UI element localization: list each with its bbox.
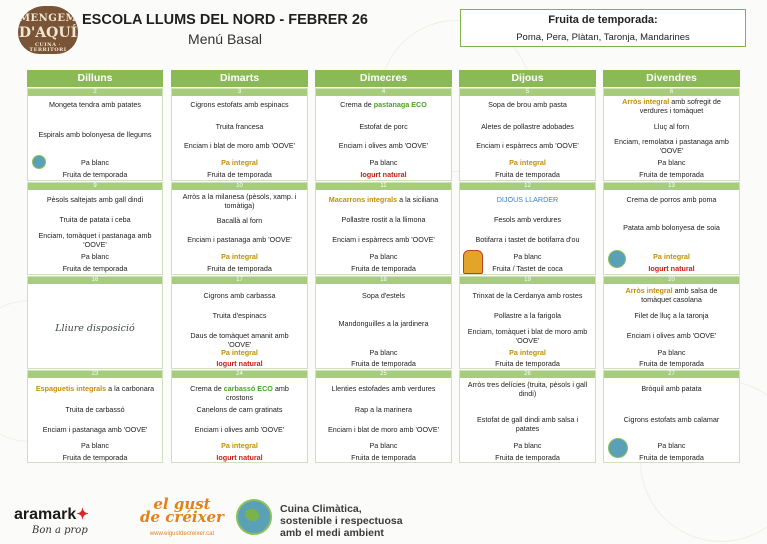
dessert: Fruita de temporada (351, 453, 416, 462)
menu-cell-day-13 (603, 182, 740, 275)
day-number: 6 (604, 89, 739, 96)
menu-cell-day-3 (171, 88, 308, 181)
day-number: 27 (604, 371, 739, 378)
bread: Pa blanc (657, 441, 686, 450)
side-salad: Enciam, tomàquet i blat de moro amb 'OOVE' (467, 327, 588, 345)
dessert: Fruita de temporada (495, 359, 560, 368)
day-number: 26 (460, 371, 595, 378)
side-salad: Enciam i olives amb 'OOVE' (338, 141, 429, 150)
second-course: Truita de patata i ceba (59, 215, 131, 224)
second-course: Rap a la marinera (354, 405, 413, 414)
globe-badge-icon (608, 250, 626, 268)
second-course: Lluç al forn (653, 122, 690, 131)
bread: Pa blanc (657, 158, 686, 167)
menu-cell-day-20 (603, 276, 740, 369)
day-number: 5 (460, 89, 595, 96)
day-number: 4 (316, 89, 451, 96)
bread: Pa integral (221, 252, 258, 261)
seasonal-fruit-box (460, 9, 746, 47)
menu-cell-day-4 (315, 88, 452, 181)
side-salad: Enciam i espàrrecs amb 'OOVE' (476, 141, 579, 150)
menu-cell-day-19 (459, 276, 596, 369)
day-header-dijous: Dijous (459, 70, 596, 87)
dessert: Fruita de temporada (639, 453, 704, 462)
day-header-dimecres: Dimecres (315, 70, 452, 87)
bread: Pa blanc (657, 348, 686, 357)
first-course: Sopa de brou amb pasta (488, 100, 567, 109)
first-course: Crema de carbassó ECO amb crostons (190, 384, 289, 402)
menu-cell-day-18 (315, 276, 452, 369)
dessert: Fruita de temporada (62, 170, 128, 179)
menu-cell-day-5 (459, 88, 596, 181)
second-course: Aletes de pollastre adobades (481, 122, 574, 131)
first-course: Sopa d'estels (362, 291, 405, 300)
second-course: Espirals amb bolonyesa de llegums (38, 130, 152, 139)
side-salad: Enciam i espàrrecs amb 'OOVE' (332, 235, 435, 244)
day-number: 18 (316, 277, 451, 284)
first-course: Fesols amb verdures (493, 215, 562, 224)
first-course: Cigrons estofats amb espinacs (190, 100, 289, 109)
menu-cell-day-6 (603, 88, 740, 181)
first-course: Crema de porros amb poma (626, 195, 717, 204)
mengem-daqui-logo: MENGEM D'AQUÍ CUINA · TERRITORI (18, 6, 78, 54)
free-day-label: Lliure disposició (55, 323, 135, 334)
first-course: Arròs integral amb sofregit de verdures i tomàquet (622, 97, 721, 115)
menu-cell-day-23 (27, 370, 163, 463)
dessert: Iogurt natural (216, 453, 263, 462)
side-salad: Enciam i olives amb 'OOVE' (626, 331, 717, 340)
el-gust-de-creixer-url: www.elgustdecreixer.cat (149, 531, 215, 537)
dessert: Fruita de temporada (62, 453, 128, 462)
second-course: Botifarra i tastet de botifarra d'ou (475, 235, 580, 244)
day-number: 16 (28, 277, 162, 284)
day-header-dimarts: Dimarts (171, 70, 308, 87)
first-course: Trinxat de la Cerdanya amb rostes (472, 291, 583, 300)
side-salad: Enciam, tomàquet i pastanaga amb 'OOVE' (38, 231, 152, 249)
day-number: 10 (172, 183, 307, 190)
menu-cell-day-25 (315, 370, 452, 463)
second-course: Estofat de porc (359, 122, 408, 131)
first-course: Mongeta tendra amb patates (49, 100, 141, 109)
bread: Pa blanc (369, 441, 398, 450)
second-course: Mandonguilles a la jardinera (338, 319, 429, 328)
bread: Pa blanc (81, 158, 109, 167)
day-number: 2 (28, 89, 162, 96)
second-course: Truita de carbassó (65, 405, 125, 414)
day-number: 17 (172, 277, 307, 284)
menu-cell-day-27 (603, 370, 740, 463)
first-course: Macarrons integrals a la siciliana (328, 195, 439, 204)
bread: Pa integral (221, 348, 258, 357)
dessert: Iogurt natural (360, 170, 407, 179)
bread: Pa blanc (81, 441, 109, 450)
menu-cell-day-26 (459, 370, 596, 463)
day-number: 20 (604, 277, 739, 284)
first-course: Llenties estofades amb verdures (331, 384, 436, 393)
menu-cell-day-12 (459, 182, 596, 275)
second-course: Canelons de carn gratinats (196, 405, 283, 414)
side-salad: Enciam, remolatxa i pastanaga amb 'OOVE' (614, 137, 729, 155)
dessert: Fruita de temporada (351, 264, 416, 273)
first-course: Espaguetis integrals a la carbonara (35, 384, 155, 393)
dessert: Fruita de temporada (495, 453, 560, 462)
aramark-tagline: Bon a prop (32, 525, 88, 536)
menu-cell-day-11 (315, 182, 452, 275)
dessert: Fruita de temporada (62, 264, 128, 273)
bread: Pa integral (509, 348, 546, 357)
seasonal-fruit-list: Poma, Pera, Plàtan, Taronja, Mandarines (516, 32, 690, 43)
dessert: Iogurt natural (216, 359, 263, 368)
aramark-logo: aramark✦ (14, 506, 89, 523)
day-number: 13 (604, 183, 739, 190)
page-title: ESCOLA LLUMS DEL NORD - FEBRER 26 (82, 12, 368, 28)
dessert: Iogurt natural (648, 264, 695, 273)
second-course: Cigrons estofats amb calamar (623, 415, 720, 424)
dessert: Fruita de temporada (639, 359, 704, 368)
day-number: 3 (172, 89, 307, 96)
second-course: Pollastre rostit a la llimona (341, 215, 426, 224)
bread: Pa integral (221, 441, 258, 450)
climate-globe-icon (236, 499, 272, 535)
dessert: Fruita de temporada (207, 170, 272, 179)
second-course: Truita d'espinacs (212, 311, 267, 320)
side-salad: Enciam i pastanaga amb 'OOVE' (187, 235, 292, 244)
second-course: Bacallà al forn (216, 216, 263, 225)
dessert: Fruita de temporada (639, 170, 704, 179)
day-number: 24 (172, 371, 307, 378)
first-course: Arròs integral amb salsa de tomàquet casolana (625, 286, 718, 304)
day-number: 23 (28, 371, 162, 378)
globe-badge-icon (32, 155, 46, 169)
cuina-climatica-text: Cuina Climàtica, sostenible i respectuosa amb el medi ambient (280, 503, 403, 539)
day-number: 25 (316, 371, 451, 378)
menu-cell-day-24 (171, 370, 308, 463)
bread: Pa integral (653, 252, 690, 261)
menu-cell-day-10 (171, 182, 308, 275)
first-course: Crema de pastanaga ECO (340, 100, 427, 109)
side-salad: Enciam i pastanaga amb 'OOVE' (42, 425, 148, 434)
globe-badge-icon (608, 438, 628, 458)
side-salad: Enciam i blat de moro amb 'OOVE' (184, 141, 295, 150)
bread: Pa integral (509, 158, 546, 167)
second-course: Pollastre a la farigola (493, 311, 562, 320)
dessert: Fruita de temporada (207, 264, 272, 273)
bread: Pa blanc (513, 252, 542, 261)
dessert: Fruita de temporada (351, 359, 416, 368)
bread: Pa blanc (369, 348, 398, 357)
dessert: Fruita de temporada (495, 170, 560, 179)
side-salad: Daus de tomàquet amanit amb 'OOVE' (190, 331, 289, 349)
menu-cell-day-16 (27, 276, 163, 369)
carnival-figure-icon (463, 250, 483, 274)
day-number: 19 (460, 277, 595, 284)
menu-cell-day-2 (27, 88, 163, 181)
dessert: Fruita / Tastet de coca (492, 264, 563, 273)
first-course: Bròquil amb patata (641, 384, 702, 393)
first-course: Cigrons amb carbassa (203, 291, 276, 300)
menu-cell-day-17 (171, 276, 308, 369)
bread: Pa blanc (513, 441, 542, 450)
bread: Pa blanc (369, 252, 398, 261)
second-course: Estofat de gall dindi amb salsa i patates (476, 415, 579, 433)
day-number: 9 (28, 183, 162, 190)
first-course: Pèsols saltejats amb gall dindi (46, 195, 144, 204)
seasonal-fruit-title: Fruita de temporada: (548, 14, 658, 26)
special-day-label: DIJOUS LLARDER (496, 195, 559, 204)
first-course: Arròs a la milanesa (pèsols, xamp. i tomàtiga) (182, 192, 297, 210)
second-course: Filet de lluç a la taronja (634, 311, 709, 320)
second-course: Patata amb bolonyesa de soia (623, 223, 720, 232)
side-salad: Enciam i blat de moro amb 'OOVE' (328, 425, 439, 434)
page-subtitle: Menú Basal (188, 31, 262, 47)
aramark-star-icon: ✦ (76, 506, 89, 523)
day-header-dilluns: Dilluns (27, 70, 163, 87)
bread: Pa blanc (369, 158, 398, 167)
second-course: Truita francesa (215, 122, 264, 131)
side-salad: Enciam i olives amb 'OOVE' (194, 425, 285, 434)
el-gust-de-creixer-logo: el gust de créixer (140, 495, 224, 526)
menu-cell-day-9 (27, 182, 163, 275)
day-number: 11 (316, 183, 451, 190)
first-course: Arròs tres delícies (truita, pèsols i gall dindi) (467, 380, 588, 398)
bread: Pa integral (221, 158, 258, 167)
bread: Pa blanc (81, 252, 109, 261)
day-header-divendres: Divendres (603, 70, 740, 87)
day-number: 12 (460, 183, 595, 190)
